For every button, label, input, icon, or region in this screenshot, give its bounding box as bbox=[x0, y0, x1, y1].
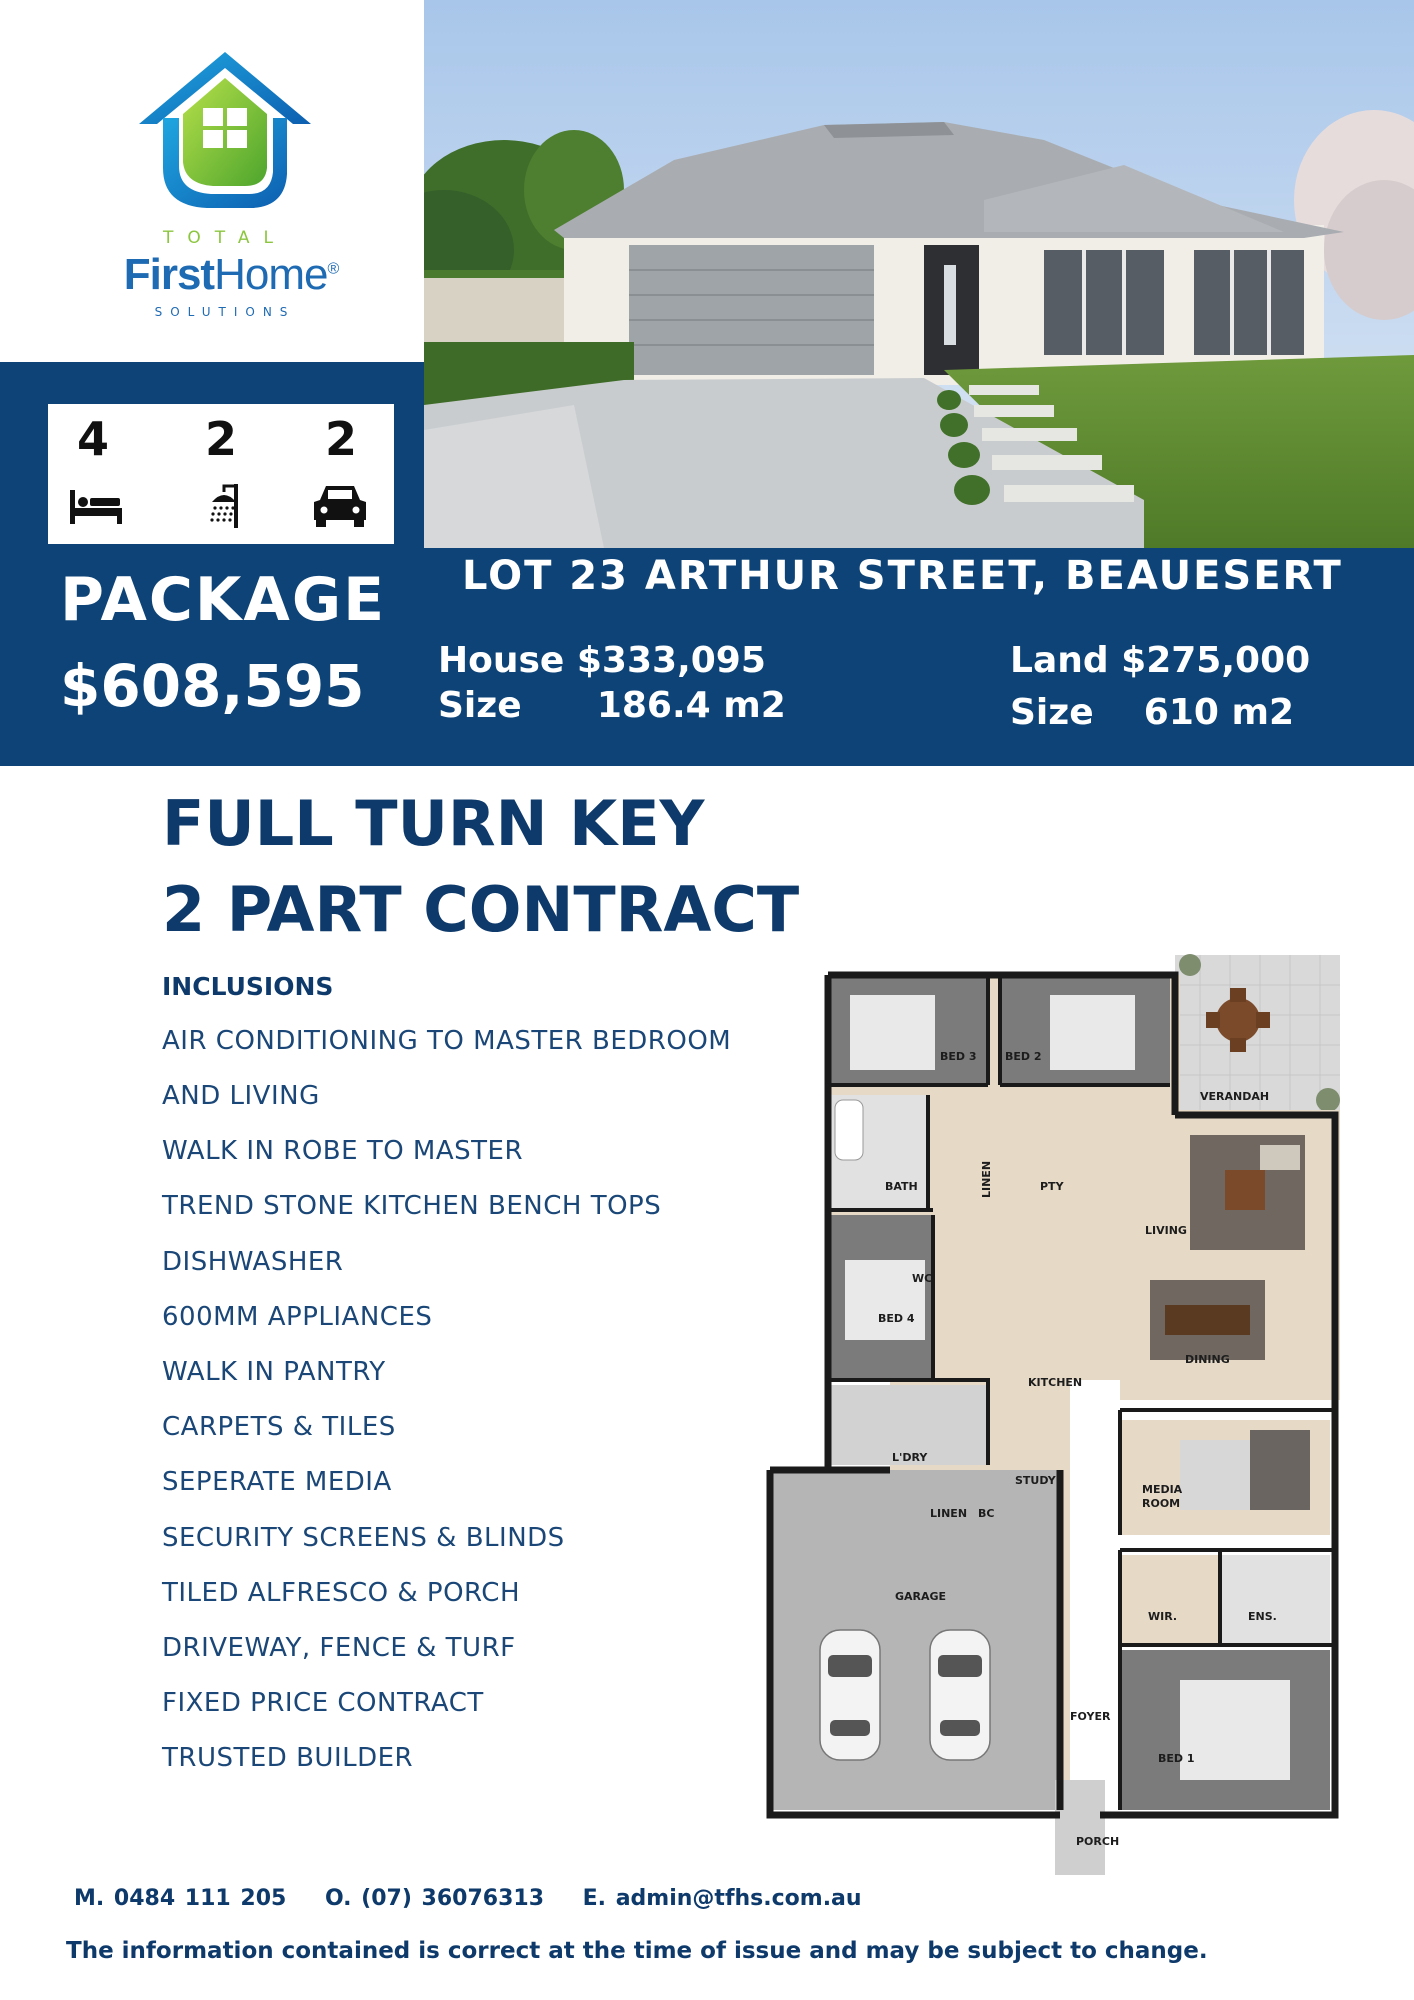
inclusion-item: 600MM APPLIANCES bbox=[162, 1302, 433, 1332]
room-label-bed3: BED 3 bbox=[940, 1050, 977, 1063]
inclusion-item: TREND STONE KITCHEN BENCH TOPS bbox=[162, 1191, 662, 1221]
house-price: House $333,095 bbox=[438, 640, 766, 681]
room-label-linen2: LINEN bbox=[930, 1507, 968, 1520]
room-label-media-room: ROOM bbox=[1142, 1497, 1181, 1510]
room-label-bed1: BED 1 bbox=[1158, 1752, 1195, 1765]
room-label-bc: BC bbox=[978, 1507, 995, 1520]
house-size: Size 186.4 m2 bbox=[438, 685, 786, 726]
room-label-study: STUDY bbox=[1015, 1474, 1056, 1487]
garage-count: 2 bbox=[324, 412, 357, 466]
room-label-bath: BATH bbox=[885, 1180, 918, 1193]
package-price: $608,595 bbox=[60, 652, 365, 720]
room-label-bed4: BED 4 bbox=[878, 1312, 915, 1325]
bed-icon bbox=[66, 480, 126, 530]
inclusion-item: TRUSTED BUILDER bbox=[162, 1743, 414, 1773]
heading-turn-key: FULL TURN KEY bbox=[162, 787, 705, 860]
room-label-verandah: VERANDAH bbox=[1200, 1090, 1270, 1103]
registered-mark: ® bbox=[327, 260, 339, 278]
property-address: LOT 23 ARTHUR STREET, BEAUESERT bbox=[462, 553, 1343, 599]
inclusion-item: TILED ALFRESCO & PORCH bbox=[162, 1578, 521, 1608]
logo-word-home: Home bbox=[214, 250, 328, 299]
heading-contract: 2 PART CONTRACT bbox=[162, 873, 800, 946]
inclusion-item: FIXED PRICE CONTRACT bbox=[162, 1688, 484, 1718]
logo-word-total: TOTAL bbox=[163, 228, 287, 248]
room-label-living: LIVING bbox=[1145, 1224, 1187, 1237]
room-label-wir: WIR. bbox=[1148, 1610, 1178, 1623]
land-price: Land $275,000 bbox=[1010, 640, 1311, 681]
room-label-kitchen: KITCHEN bbox=[1028, 1376, 1083, 1389]
room-label-pty: PTY bbox=[1040, 1180, 1064, 1193]
room-label-ens: ENS. bbox=[1248, 1610, 1277, 1623]
inclusion-item: AND LIVING bbox=[162, 1081, 320, 1111]
room-label-media: MEDIA bbox=[1142, 1483, 1183, 1496]
logo-word-first: First bbox=[123, 250, 215, 299]
car-icon bbox=[310, 480, 370, 530]
disclaimer: The information contained is correct at the time of issue and may be subject to change. bbox=[66, 1938, 1208, 1964]
room-label-porch: PORCH bbox=[1076, 1835, 1120, 1848]
inclusion-item: SEPERATE MEDIA bbox=[162, 1467, 392, 1497]
inclusion-item: CARPETS & TILES bbox=[162, 1412, 396, 1442]
inclusion-item: SECURITY SCREENS & BLINDS bbox=[162, 1523, 565, 1553]
package-label: PACKAGE bbox=[60, 565, 387, 635]
logo-word-solutions: SOLUTIONS bbox=[154, 305, 296, 319]
house-logo-icon bbox=[135, 48, 315, 218]
logo-area bbox=[0, 0, 424, 362]
room-label-dining: DINING bbox=[1185, 1353, 1230, 1366]
stats-box bbox=[48, 404, 394, 544]
room-label-linen: LINEN bbox=[980, 1160, 993, 1198]
room-label-garage: GARAGE bbox=[895, 1590, 947, 1603]
floor-plan bbox=[760, 950, 1360, 1880]
inclusion-item: AIR CONDITIONING TO MASTER BEDROOM bbox=[162, 1026, 732, 1056]
contact-details: M. 0484 111 205 O. (07) 36076313 E. admin@tfhs.com.au bbox=[74, 1886, 862, 1911]
land-size: Size 610 m2 bbox=[1010, 692, 1295, 733]
room-label-foyer: FOYER bbox=[1070, 1710, 1111, 1723]
room-label-bed2: BED 2 bbox=[1005, 1050, 1042, 1063]
bathroom-count: 2 bbox=[204, 412, 237, 466]
room-label-wc: WC bbox=[912, 1272, 933, 1285]
bedroom-count: 4 bbox=[76, 412, 109, 466]
logo-word-firsthome bbox=[96, 250, 366, 300]
inclusion-item: DRIVEWAY, FENCE & TURF bbox=[162, 1633, 516, 1663]
inclusion-item: WALK IN ROBE TO MASTER bbox=[162, 1136, 524, 1166]
shower-icon bbox=[190, 480, 250, 530]
house-photo bbox=[424, 0, 1414, 548]
room-label-laundry: L'DRY bbox=[892, 1451, 928, 1464]
inclusion-item: WALK IN PANTRY bbox=[162, 1357, 386, 1387]
inclusions-title: INCLUSIONS bbox=[162, 972, 334, 1001]
inclusion-item: DISHWASHER bbox=[162, 1247, 344, 1277]
